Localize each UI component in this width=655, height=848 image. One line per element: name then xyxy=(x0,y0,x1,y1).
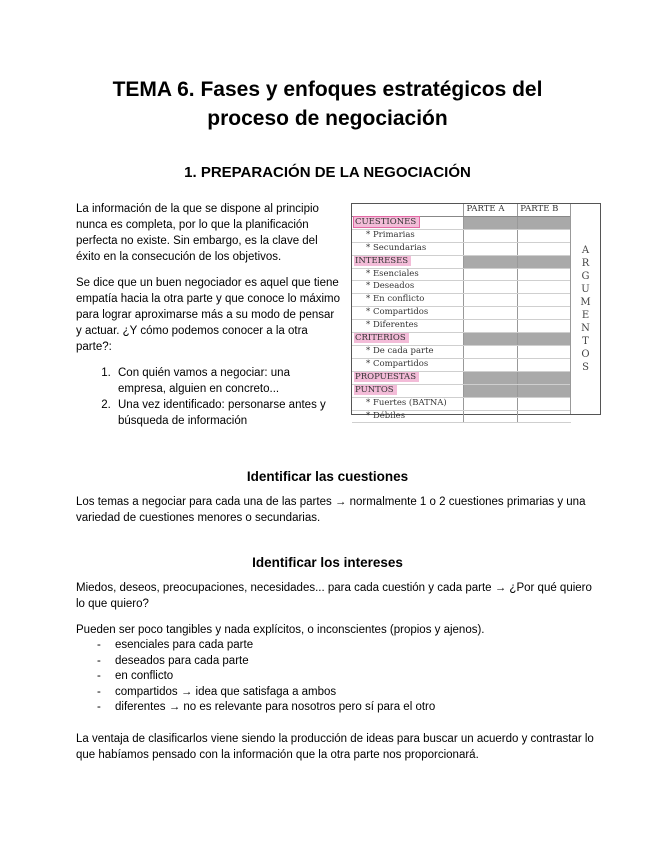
table-row xyxy=(352,410,571,423)
table-row xyxy=(352,255,571,268)
table-row-label-text: * En conflicto xyxy=(366,294,425,305)
table-row xyxy=(352,268,571,281)
list-item: - esenciales para cada parte xyxy=(76,638,596,654)
argumentos-letter: A xyxy=(581,245,590,256)
table-cell-parte-b xyxy=(518,229,571,242)
table-row xyxy=(352,333,571,346)
table-row-label-text: * Compartidos xyxy=(366,358,429,369)
table-cell-parte-a xyxy=(464,268,518,281)
table-subitem-label xyxy=(352,358,464,371)
table-cell-parte-b xyxy=(518,294,571,307)
section-heading-preparacion: 1. PREPARACIÓN DE LA NEGOCIACIÓN xyxy=(184,164,471,181)
argumentos-letter: N xyxy=(581,323,590,334)
table-row-label-text: * Fuertes (BATNA) xyxy=(366,397,447,408)
table-row-label-text: PROPUESTAS xyxy=(354,372,419,382)
table-cell-parte-a xyxy=(464,281,518,294)
table-cell-parte-a xyxy=(464,255,518,268)
table-row-label-text: * Diferentes xyxy=(366,320,419,331)
table-row-label-text: PUNTOS xyxy=(354,385,397,395)
table-row xyxy=(352,294,571,307)
table-subitem-label xyxy=(352,320,464,333)
table-category-label xyxy=(352,255,464,268)
table-row xyxy=(352,281,571,294)
list-item: 1. Con quién vamos a negociar: una empresa, alguien en concreto... xyxy=(114,365,341,397)
list-item: - diferentes → no es relevante para nosotros pero sí para el otro xyxy=(76,700,596,716)
table-row-label-text: INTERESES xyxy=(354,256,411,266)
closing-paragraph: La ventaja de clasificarlos viene siendo la producción de ideas para buscar un acuerdo y contrastar lo que habíamos pensado con la información que la otra parte nos proporcionará. xyxy=(76,733,594,761)
list-item: 2. Una vez identificado: personarse antes y búsqueda de información xyxy=(114,397,341,429)
table-subitem-label xyxy=(352,294,464,307)
table-row-label-text: * Débiles xyxy=(366,410,406,421)
column-header-parte-b: PARTE B xyxy=(518,204,571,216)
intro-column xyxy=(76,201,341,429)
table-cell-parte-b xyxy=(518,216,571,229)
table-row xyxy=(352,384,571,397)
intereses-paragraph-2: Pueden ser poco tangibles y nada explícitos, o inconscientes (propios y ajenos). xyxy=(76,624,485,636)
table-cell-parte-a xyxy=(464,320,518,333)
table-cell-parte-b xyxy=(518,268,571,281)
table-row-label-text: CRITERIOS xyxy=(354,333,409,343)
table-cell-parte-a xyxy=(464,371,518,384)
table-row-label-text: * Secundarias xyxy=(366,242,427,253)
table-subitem-label xyxy=(352,397,464,410)
argumentos-vertical-label xyxy=(570,204,600,414)
preparation-table xyxy=(352,204,571,423)
table-cell-parte-b xyxy=(518,307,571,320)
argumentos-letter: M xyxy=(580,297,591,308)
table-cell-parte-b xyxy=(518,358,571,371)
table-cell-parte-b xyxy=(518,281,571,294)
table-cell-parte-b xyxy=(518,384,571,397)
table-cell-parte-a xyxy=(464,242,518,255)
argumentos-letter: O xyxy=(581,349,590,360)
table-category-label xyxy=(352,216,464,229)
table-category-label xyxy=(352,384,464,397)
argumentos-letter: G xyxy=(581,271,590,282)
intereses-paragraph: Miedos, deseos, preocupaciones, necesidades... para cada cuestión y cada parte → ¿Por qué quiero lo que quiero? xyxy=(76,582,592,610)
intro-numbered-list xyxy=(76,365,341,429)
table-row xyxy=(352,371,571,384)
column-header-parte-a: PARTE A xyxy=(464,204,518,216)
table-cell-parte-b xyxy=(518,255,571,268)
argumentos-letter: S xyxy=(582,362,589,373)
table-cell-parte-a xyxy=(464,384,518,397)
table-category-label xyxy=(352,333,464,346)
table-cell-parte-a xyxy=(464,333,518,346)
table-row xyxy=(352,229,571,242)
table-cell-parte-a xyxy=(464,229,518,242)
table-row-label-text: * Primarias xyxy=(366,229,415,240)
list-item: - compartidos → idea que satisfaga a ambos xyxy=(76,685,596,701)
argumentos-letter: R xyxy=(581,258,590,269)
table-row xyxy=(352,216,571,229)
table-cell-parte-b xyxy=(518,410,571,423)
table-cell-parte-b xyxy=(518,397,571,410)
table-cell-parte-a xyxy=(464,294,518,307)
table-subitem-label xyxy=(352,229,464,242)
list-item: - deseados para cada parte xyxy=(76,654,596,670)
title-line-1: TEMA 6. Fases y enfoques estratégicos del xyxy=(112,78,543,101)
table-cell-parte-a xyxy=(464,307,518,320)
table-row-label-text: * De cada parte xyxy=(366,345,434,356)
table-header-row xyxy=(352,204,571,216)
table-row xyxy=(352,358,571,371)
table-cell-parte-b xyxy=(518,333,571,346)
intro-paragraph-1: La información de la que se dispone al principio nunca es completa, por lo que la planificación perfecta no existe. Sin embargo, es la clave del éxito en la consecución de los objetivos. xyxy=(76,203,319,263)
table-row xyxy=(352,397,571,410)
preparation-table-figure xyxy=(351,203,601,421)
table-subitem-label xyxy=(352,410,464,423)
intro-paragraph-2: Se dice que un buen negociador es aquel que tiene empatía hacia la otra parte y que conoce lo máximo para lograr aproximarse más a su modo de pensar y actuar. ¿Y cómo podemos conocer a la otra parte?: xyxy=(76,277,341,353)
heading-identificar-intereses: Identificar los intereses xyxy=(252,555,403,570)
table-cell-parte-a xyxy=(464,345,518,358)
table-cell-parte-b xyxy=(518,371,571,384)
argumentos-letter: E xyxy=(581,310,590,321)
cuestiones-paragraph: Los temas a negociar para cada una de las partes → normalmente 1 o 2 cuestiones primarias y una variedad de cuestiones menores o secundarias. xyxy=(76,496,586,524)
argumentos-letter: U xyxy=(581,284,590,295)
argumentos-letter: T xyxy=(582,336,589,347)
table-cell-parte-a xyxy=(464,216,518,229)
table-row xyxy=(352,320,571,333)
table-subitem-label xyxy=(352,345,464,358)
table-cell-parte-a xyxy=(464,358,518,371)
list-item: - en conflicto xyxy=(76,669,596,685)
table-row xyxy=(352,345,571,358)
table-row-label-text: * Esenciales xyxy=(366,268,419,279)
table-cell-parte-b xyxy=(518,242,571,255)
table-category-label xyxy=(352,371,464,384)
intereses-dash-list xyxy=(76,638,596,716)
table-header-empty xyxy=(352,204,464,216)
table-cell-parte-a xyxy=(464,397,518,410)
table-row xyxy=(352,307,571,320)
table-cell-parte-b xyxy=(518,320,571,333)
table-row-label-text: CUESTIONES xyxy=(354,217,419,227)
table-subitem-label xyxy=(352,281,464,294)
table-row-label-text: * Deseados xyxy=(366,281,415,292)
page-title xyxy=(60,75,595,133)
table-subitem-label xyxy=(352,268,464,281)
title-line-2: proceso de negociación xyxy=(207,107,448,130)
table-cell-parte-b xyxy=(518,345,571,358)
table-row-label-text: * Compartidos xyxy=(366,307,429,318)
table-subitem-label xyxy=(352,307,464,320)
table-cell-parte-a xyxy=(464,410,518,423)
table-row xyxy=(352,242,571,255)
table-subitem-label xyxy=(352,242,464,255)
heading-identificar-cuestiones: Identificar las cuestiones xyxy=(246,469,409,484)
